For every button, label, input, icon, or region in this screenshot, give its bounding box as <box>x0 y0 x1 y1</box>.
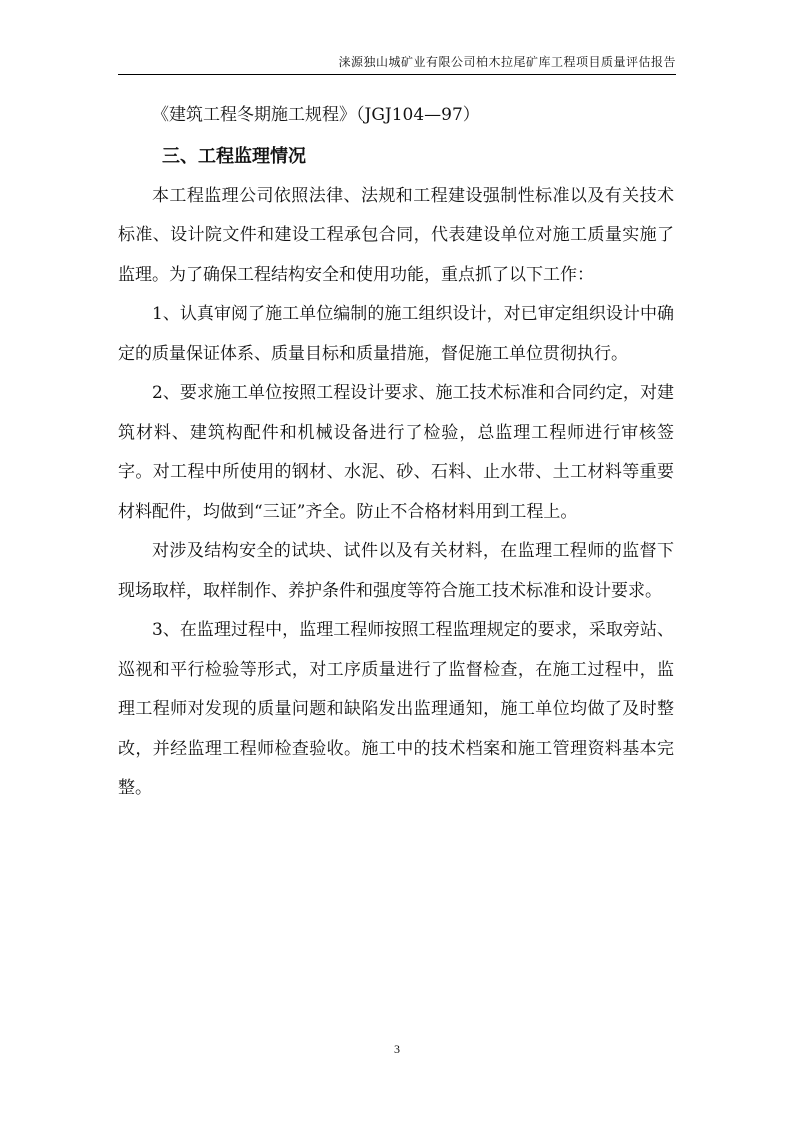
page-header <box>118 50 676 75</box>
header-title: 涞源独山城矿业有限公司柏木拉尾矿库工程项目质量评估报告 <box>338 55 676 69</box>
document-body <box>118 96 674 809</box>
paragraph-sampling: 对涉及结构安全的试块、试件以及有关材料，在监理工程师的监督下现场取样，取样制作、养护条件和强度等符合施工技术标准和设计要求。 <box>118 541 674 601</box>
reference-line: 《建筑工程冬期施工规程》（JGJ104—97） <box>152 105 480 125</box>
section-heading: 三、工程监理情况 <box>162 145 306 167</box>
paragraph-item-3: 3、在监理过程中，监理工程师按照工程监理规定的要求，采取旁站、巡视和平行检验等形式，对工序质量进行了监督检查，在施工过程中，监理工程师对发现的质量问题和缺陷发出监理通知，施工单位均做了及时整改，并经监理工程师检查验收。施工中的技术档案和施工管理资料基本完整。 <box>118 620 674 798</box>
paragraph-intro: 本工程监理公司依照法律、法规和工程建设强制性标准以及有关技术标准、设计院文件和建设工程承包合同，代表建设单位对施工质量实施了监理。为了确保工程结构安全和使用功能，重点抓了以下工作： <box>118 185 674 285</box>
paragraph-item-1: 1、认真审阅了施工单位编制的施工组织设计，对已审定组织设计中确定的质量保证体系、质量目标和质量措施，督促施工单位贯彻执行。 <box>118 304 674 364</box>
page-number: 3 <box>394 1042 400 1056</box>
paragraph-item-2: 2、要求施工单位按照工程设计要求、施工技术标准和合同约定，对建筑材料、建筑构配件和机械设备进行了检验，总监理工程师进行审核签字。对工程中所使用的钢材、水泥、砂、石料、止水带、土工材料等重要材料配件，均做到“三证”齐全。防止不合格材料用到工程上。 <box>118 383 674 522</box>
